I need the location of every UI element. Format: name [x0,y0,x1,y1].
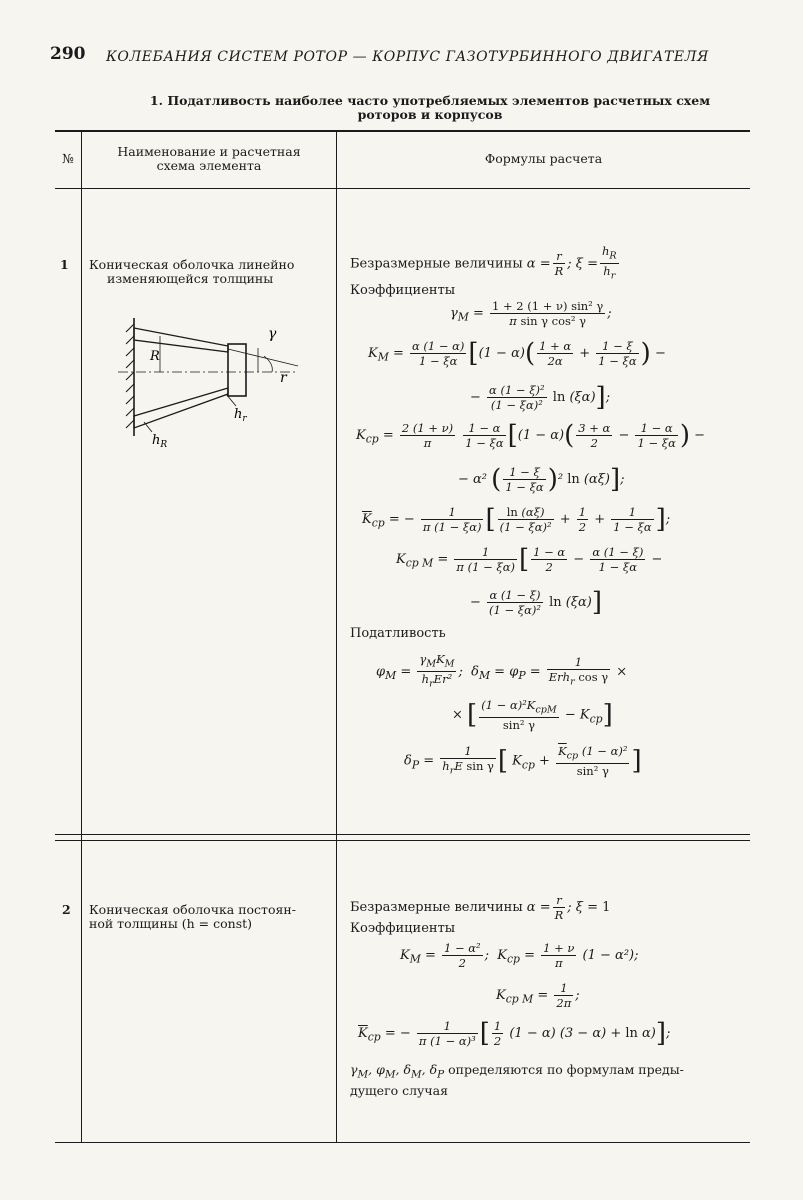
table-title-line2: роторов и корпусов [357,107,503,122]
label-hr: $h_r$ [234,407,247,424]
formula-K-M-line2: − $\frac{\text{α (1 − ξ)²}}{\text{(1 − ξα)²}}$ ln (ξα)]; [470,382,611,413]
formula-K-M-line1: $K_M$ = $\frac{\alpha (1 - \alpha)}{1 - \xi\alpha}$ [(1 − α)( $\frac{1 + \alpha}{2\alpha}$ + $\frac{1 - \xi}{1 - \xi\alpha}$ ) − [368,338,666,369]
row2-note-line1: $\gamma_M$, $\varphi_M$, $\delta_M$, $\delta_P$ определяются по формулам преды- [350,1062,684,1081]
column-divider-2 [336,131,337,1142]
formula-K-cpM-line1: $K_{cp M}$ = $\frac{1}{\pi (1 - \xi\alpha)}$ [ $\frac{1 - \alpha}{2}$ − $\frac{\alpha (1 - \xi)}{1 - \xi\alpha}$ − [396,544,663,575]
row1-dimensionless: Безразмерные величины α = $\frac{r}{R}$ ; ξ = $\frac{h_R}{h_r}$ [350,244,617,282]
formula-phi-M: $\varphi_M$ = $\frac{\gamma_MK_M}{h_rEr^2}$ ; $\delta_M = \varphi_P$ = $\frac{1}{Erh_r \cos \gamma}$ × [376,652,628,690]
header-bottom-rule [55,188,750,189]
header-number: № [62,151,74,166]
table-top-rule [55,130,750,132]
row1-name [89,258,333,286]
table-title-line1: 1. Податливость наиболее часто употребляемых элементов расчетных схем [149,93,711,108]
row2-coefficients-label: Коэффициенты [350,921,456,936]
row2-note-line2: дущего случая [350,1082,449,1098]
formula-delta-P: $\delta_P$ = $\frac{1}{h_rE \sin \gamma}$ [ $K_{cp}$ + $\frac{\overline{K}_{cp} (1 - \alpha)^2}{\text{sin² γ}}$ ] [404,744,642,779]
row2-name-line2: ной толщины (h = const) [89,916,253,931]
row2-dimensionless: Безразмерные величины α = $\frac{r}{R}$ ; ξ = 1 [350,893,611,922]
column-divider-1 [81,131,82,1142]
lower-shell [134,388,228,428]
label-R: R [150,349,160,364]
header-name-line2: схема элемента [156,158,262,173]
table-bottom-rule [55,1142,750,1143]
cone-extension [228,349,298,366]
row1-name-line1: Коническая оболочка линейно [89,257,295,272]
formula-phi-M-line2: × [ $\frac{(1 - \alpha)^2K_{cpM}}{\text{sin² γ}}$ − $K_{cp}$] [452,698,613,733]
formula-K-cpM-line2: − $\frac{\alpha (1 - \xi)}{\text{(1 − ξα)²}}$ ln (ξα)] [470,587,603,618]
formula2-K-cp-bar: $\overline{K}_{cp}$ = − $\frac{1}{\text{π (1 − α)³}}$ [ $\frac{1}{2}$ (1 − α) (3 − α) + ln α)]; [358,1018,671,1049]
label-gamma: γ [268,326,277,342]
running-title: КОЛЕБАНИЯ СИСТЕМ РОТОР — КОРПУС ГАЗОТУРБИННОГО ДВИГАТЕЛЯ [106,49,709,65]
row2-note [350,1062,745,1098]
formula2-K-M: $K_M$ = $\frac{\text{1 − α²}}{2}$ ; $K_{cp}$ = $\frac{1 + \nu}{\pi}$ (1 − α²); [400,941,639,970]
row2-dimensionless-label: Безразмерные величины [350,900,523,915]
formula-K-cp-bar: $\overline{K}_{cp}$ = − $\frac{1}{\pi (1 - \xi\alpha)}$ [ $\frac{\ln (\alpha\xi)}{\text{(1 − ξα)²}}$ + $\frac{1}{2}$ + $\frac{1}{1 - \xi\alpha}$ ]; [362,504,671,535]
row1-name-line2: изменяющейся толщины [107,271,274,286]
row2-name [89,903,333,931]
row1-dimensionless-label: Безразмерные величины [350,256,523,272]
row1-coefficients-label: Коэффициенты [350,283,456,298]
header-name [82,145,336,173]
row1-number: 1 [60,257,69,272]
formula-gamma-M: $\gamma_M$ = $\frac{\text{1 + 2 (1 + ν) sin² γ}}{\text{π sin γ cos² γ}}$ ; [450,299,612,328]
page-number: 290 [50,44,86,64]
row2-top-rule [55,840,750,841]
row2-number: 2 [62,902,71,917]
formula-K-cp-line1: $K_{cp}$ = $\frac{2 (1 + \nu)}{\pi}$ $\frac{1 - \alpha}{1 - \xi\alpha}$ [(1 − α)( $\frac{3 + \alpha}{2}$ − $\frac{1 - \alpha}{1 - \xi\alpha}$ ) − [356,420,706,451]
header-name-line1: Наименование и расчетная [117,144,301,159]
label-hR: $h_R$ [152,433,168,448]
conical-shell-diagram [112,308,312,448]
table-title [80,94,780,122]
row2-name-line1: Коническая оболочка постоян- [89,902,296,917]
formula-K-cp-line2: − α² ( $\frac{1 - \xi}{1 - \xi\alpha}$ )² ln (αξ)]; [458,464,625,495]
flange-ring [228,344,246,396]
label-r: r [280,370,287,386]
row1-bottom-rule [55,834,750,835]
header-formulas: Формулы расчета [484,151,603,166]
row1-compliance-label: Податливость [350,626,446,641]
upper-shell [134,328,228,352]
formula2-K-cpM: $K_{cp M}$ = $\frac{1}{2\pi}$ ; [496,981,580,1010]
